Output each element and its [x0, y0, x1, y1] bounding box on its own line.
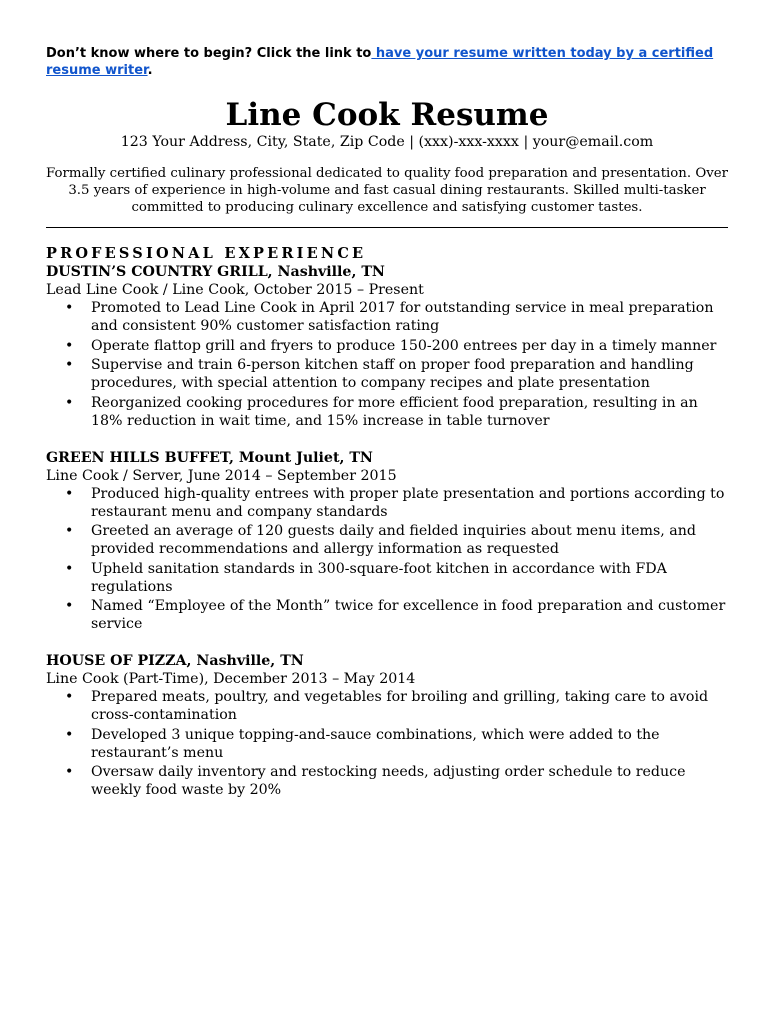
- job-bullets: [46, 485, 728, 634]
- bullet-icon: •: [65, 598, 74, 614]
- job-entry-green-hills-buffet: [46, 449, 728, 634]
- bullet-icon: •: [65, 689, 74, 705]
- job-role: Line Cook (Part-Time), December 2013 – May 2014: [46, 671, 416, 687]
- bullet-icon: •: [65, 300, 74, 316]
- bullet-text: Supervise and train 6-person kitchen staff on proper food preparation and handling procedures, with special attention to company recipes and plate presentation: [91, 357, 694, 391]
- list-item: [46, 688, 728, 724]
- bullet-text: Operate flattop grill and fryers to produce 150-200 entrees per day in a timely manner: [91, 337, 717, 354]
- list-item: [46, 560, 728, 596]
- job-company: HOUSE OF PIZZA, Nashville, TN: [46, 653, 304, 669]
- banner-prefix: Don’t know where to begin? Click the link to: [46, 46, 372, 61]
- bullet-icon: •: [65, 357, 74, 373]
- job-role: Line Cook / Server, June 2014 – September 2015: [46, 467, 397, 484]
- bullet-text: Reorganized cooking procedures for more efficient food preparation, resulting in an 18% reduction in wait time, and 15% increase in table turnover: [91, 394, 698, 429]
- banner-suffix: .: [147, 62, 153, 78]
- section-divider: [46, 227, 728, 228]
- bullet-icon: •: [65, 726, 74, 743]
- bullet-icon: •: [65, 485, 74, 502]
- bullet-icon: •: [65, 764, 74, 780]
- professional-summary: Formally certified culinary professional dedicated to quality food preparation and presentation. Over 3.5 years of experience in high-volume and fast casual dining restaurants. Skilled multi-tasker committed to producing culinary excellence and satisfying customer tastes.: [46, 166, 728, 215]
- job-company: DUSTIN’S COUNTRY GRILL, Nashville, TN: [46, 264, 385, 280]
- resume-writer-link[interactable]: have your resume written today by a certified resume writer: [46, 46, 714, 78]
- resume-page: [46, 46, 728, 801]
- list-item: [46, 726, 728, 762]
- list-item: [46, 522, 728, 558]
- job-bullets: [46, 299, 728, 430]
- job-company: GREEN HILLS BUFFET, Mount Juliet, TN: [46, 449, 373, 466]
- bullet-text: Developed 3 unique topping-and-sauce combinations, which were added to the restaurant’s menu: [91, 726, 660, 761]
- bullet-text: Produced high-quality entrees with proper plate presentation and portions according to restaurant menu and company standards: [91, 485, 725, 520]
- job-list: [46, 263, 728, 799]
- bullet-icon: •: [65, 394, 74, 411]
- bullet-text: Greeted an average of 120 guests daily and fielded inquiries about menu items, and provided recommendations and allergy information as requested: [91, 523, 696, 557]
- bullet-text: Promoted to Lead Line Cook in April 2017 for outstanding service in meal preparation and consistent 90% customer satisfaction rating: [91, 300, 714, 334]
- list-item: [46, 394, 728, 430]
- experience-heading: PROFESSIONAL EXPERIENCE: [46, 245, 367, 262]
- list-item: [46, 299, 728, 335]
- list-item: [46, 597, 728, 633]
- job-bullets: [46, 688, 728, 799]
- bullet-text: Prepared meats, poultry, and vegetables for broiling and grilling, taking care to avoid cross-contamination: [91, 689, 709, 723]
- bullet-text: Oversaw daily inventory and restocking needs, adjusting order schedule to reduce weekly food waste by 20%: [91, 764, 686, 798]
- bullet-text: Named “Employee of the Month” twice for excellence in food preparation and customer service: [91, 598, 726, 632]
- page-title: Line Cook Resume: [225, 97, 549, 133]
- list-item: [46, 485, 728, 521]
- bullet-icon: •: [65, 560, 74, 577]
- job-entry-house-of-pizza: [46, 652, 728, 799]
- list-item: [46, 356, 728, 392]
- job-entry-dustins-country-grill: [46, 263, 728, 430]
- resume-writer-banner: [46, 46, 728, 79]
- list-item: [46, 763, 728, 799]
- bullet-icon: •: [65, 337, 74, 354]
- contact-info: 123 Your Address, City, State, Zip Code | (xxx)-xxx-xxxx | your@email.com: [120, 134, 654, 150]
- job-role: Lead Line Cook / Line Cook, October 2015 – Present: [46, 282, 424, 298]
- list-item: [46, 337, 728, 355]
- bullet-text: Upheld sanitation standards in 300-square-foot kitchen in accordance with FDA regulations: [91, 560, 667, 595]
- bullet-icon: •: [65, 523, 74, 539]
